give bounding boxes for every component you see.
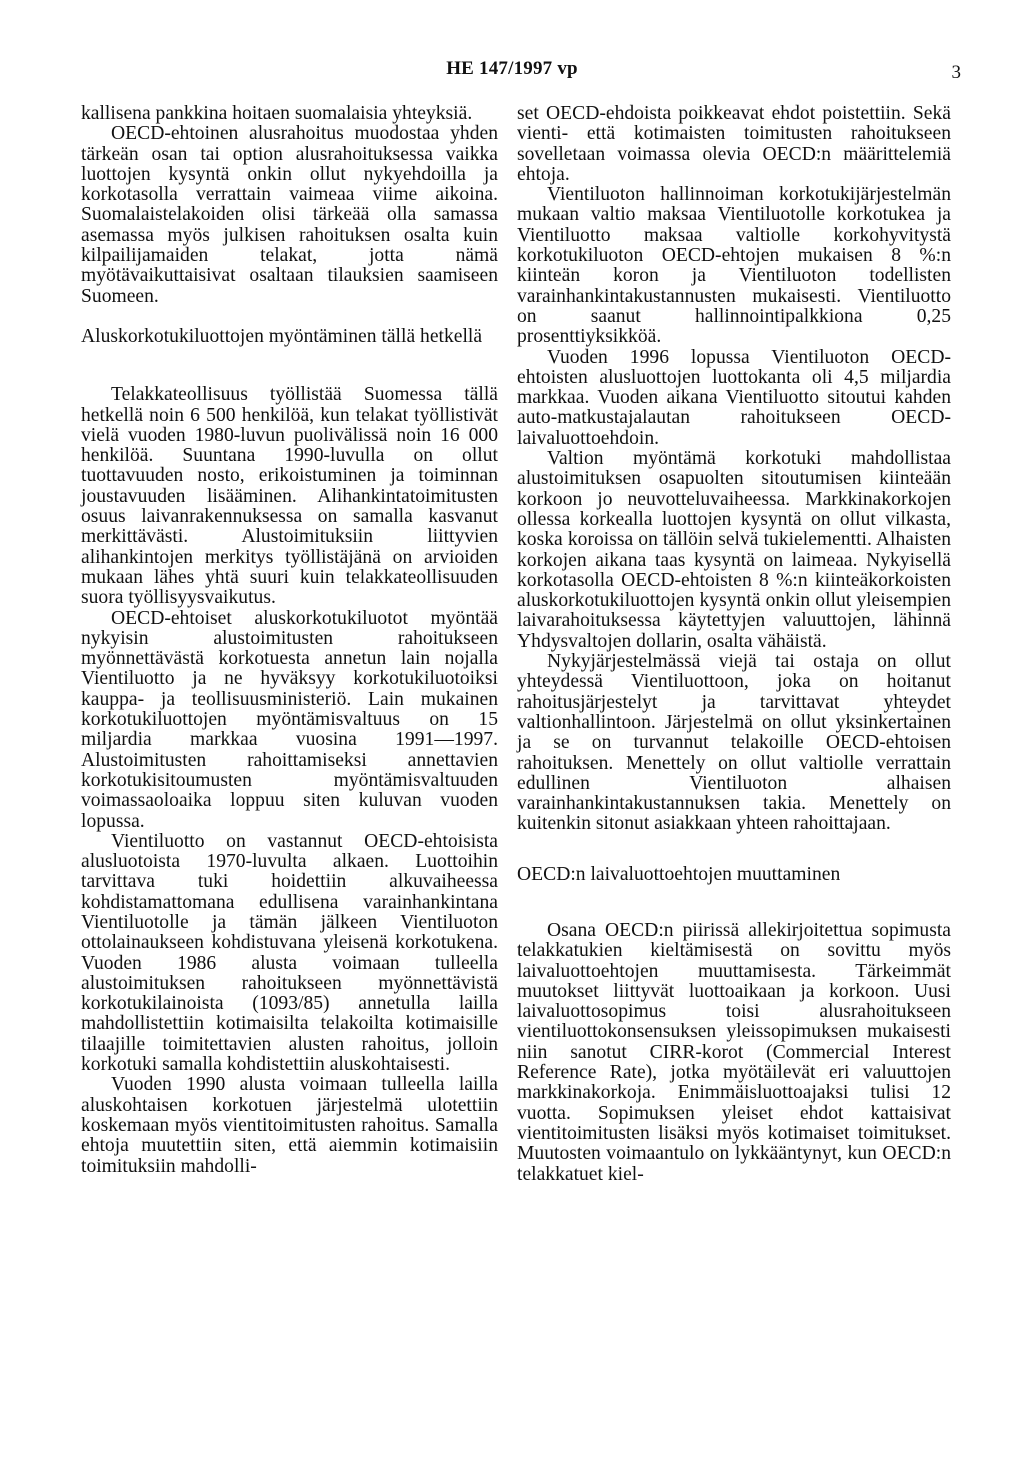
paragraph: Vuoden 1990 alusta voimaan tulleella lailla aluskohtaisen korkotuen järjestelmä ulotettiin koskemaan myös vientitoimitusten rahoitus. Samalla ehtoja muutettiin siten, että aiemmin kotimaisiin toimituksiin mahdolli- bbox=[81, 1074, 498, 1177]
paragraph: set OECD-ehdoista poikkeavat ehdot poistettiin. Sekä vienti- että kotimaisten toimitusten rahoitukseen sovelletaan voimassa olevia OECD:n määrittelemiä ehtoja. bbox=[517, 103, 951, 185]
page-header bbox=[0, 58, 1024, 88]
page-number: 3 bbox=[951, 62, 961, 83]
section-heading: OECD:n laivaluottoehtojen muuttaminen bbox=[517, 863, 841, 885]
paragraph: Vientiluotto on vastannut OECD-ehtoisista alusluotoista 1970-luvulta alkaen. Luottoihin tarvittava tuki hoidettiin alkuvaiheessa kohdistamattomana edullisena varainhankintana Vientiluotolle ja tämän jälkeen Vientiluoton ottolainaukseen kohdistuvana yleisenä korkotukena. Vuoden 1986 alusta voimaan tulleella alustoimituksen rahoitukseen myönnettävistä korkotukilainoista (1093/85) annetulla lailla mahdollistettiin kotimaisilta telakoilta kotimaisille tilaajille toimitettavien alusten rahoitus, jolloin korkotuki samalla kohdistettiin aluskohtaisesti. bbox=[81, 830, 498, 1076]
paragraph: OECD-ehtoinen alusrahoitus muodostaa yhden tärkeän osan tai option alusrahoituksessa vaikka luottojen kysyntä onkin ollut nykyehdoilla ja korkotasolla verrattain vaimeaa viime aikoina. Suomalaistelakoiden olisi tärkeää olla samassa asemassa myös julkisen rahoituksen osalta kuin kilpailijamaiden telakat, jotta nämä myötävaikuttaisivat osaltaan tilauksien saamiseen Suomeen. bbox=[81, 123, 498, 307]
left-column bbox=[81, 104, 498, 1177]
paragraph: Vuoden 1996 lopussa Vientiluoton OECD-ehtoisten alusluottojen luottokanta oli 4,5 miljardia markkaa. Vuoden aikana Vientiluotto sitoutui kahden auto-matkustajalautan rahoitukseen OECD-laivaluottoehdoin. bbox=[517, 346, 951, 449]
section-heading: Aluskorkotukiluottojen myöntäminen tällä hetkellä bbox=[81, 325, 483, 347]
paragraph: Osana OECD:n piirissä allekirjoitettua sopimusta telakkatukien kieltämisestä on sovittu myös laivaluottoehtojen muuttamisesta. Tärkeimmät muutokset liittyvät luottoaikaan ja korkoon. Uusi laivaluottosopimus toisi alusrahoitukseen vientiluottokonsensuksen yleissopimuksen mukaisesti niin sanotut CIRR-korot (Commercial Interest Reference Rate), jotka myötäilevät eri valuuttojen markkinakorkoja. Enimmäisluottoajaksi tulisi 12 vuotta. Sopimuksen yleiset ehdot kattaisivat vientitoimitusten lisäksi myös kotimaiset toimitukset. Muutosten voimaantulo on lykkääntynyt, kun OECD:n telakkatuet kiel- bbox=[517, 919, 951, 1185]
paragraph: OECD-ehtoiset aluskorkotukiluotot myöntää nykyisin alustoimitusten rahoitukseen myönnettävästä korkotuesta annetun lain nojalla Vientiluotto ja ne hyväksyy korkotukiluotoiksi kauppa- ja teollisuusministeriö. Lain mukainen korkotukiluottojen myöntämisvaltuus on 15 miljardia markkaa vuosina 1991—1997. Alustoimitusten rahoittamiseksi annettavien korkotukisitoumusten myöntämisvaltuuden voimassaoloaika loppuu siten kuluvan vuoden lopussa. bbox=[81, 607, 498, 832]
document-title: HE 147/1997 vp bbox=[446, 58, 578, 79]
paragraph: kallisena pankkina hoitaen suomalaisia yhteyksiä. bbox=[81, 103, 473, 124]
paragraph: Valtion myöntämä korkotuki mahdollistaa alustoimituksen osapuolten sitoutumisen kiinteään korkoon jo neuvotteluvaiheessa. Markkinakorkojen ollessa korkealla luottojen kysyntä on ollut vilkasta, koska koroissa on tällöin selvä tukielementti. Alhaisten korkojen aikana taas kysyntä on laimeaa. Nykyisellä korkotasolla OECD-ehtoisten 8 %:n kiinteäkorkoisten aluskorkotukiluottojen kysyntä onkin ollut yleisempien laivarahoituksessa käytettyjen valuuttojen, lähinnä Yhdysvaltojen dollarin, osalta vähäistä. bbox=[517, 448, 951, 652]
paragraph: Nykyjärjestelmässä viejä tai ostaja on ollut yhteydessä Vientiluottoon, joka on hoitanut rahoitusjärjestelyt ja tarvittavat yhteydet valtionhallintoon. Järjestelmä on ollut yksinkertainen ja se on turvannut telakoille OECD-ehtoisen rahoituksen. Menettely on ollut valtiolle verrattain edullinen Vientiluoton alhaisen varainhankintakustannuksen takia. Menettely on kuitenkin sitonut asiakkaan yhteen rahoittajaan. bbox=[517, 651, 951, 835]
paragraph: Vientiluoton hallinnoiman korkotukijärjestelmän mukaan valtio maksaa Vientiluotolle korkotukea ja Vientiluotto maksaa valtiolle korkohyvitystä korkotukiluoton OECD-ehtojen mukaisen 8 %:n kiinteän koron ja Vientiluoton todellisten varainhankintakustannusten mukaisesti. Vientiluotto on saanut hallinnointipalkkiona 0,25 prosenttiyksikköä. bbox=[517, 184, 951, 348]
paragraph: Telakkateollisuus työllistää Suomessa tällä hetkellä noin 6 500 henkilöä, kun telakat työllistivät vielä vuoden 1980-luvun puolivälissä noin 16 000 henkilöä. Suuntana 1990-luvulla on ollut tuottavuuden nosto, erikoistuminen ja toiminnan joustavuuden lisääminen. Alihankintatoimitusten osuus laivanrakennuksessa on samalla kasvanut merkittävästi. Alustoimituksiin liittyvien alihankintojen merkitys työllistäjänä on arvioiden mukaan lähes yhtä suuri kuin telakkateollisuuden suora työllisyysvaikutus. bbox=[81, 384, 498, 609]
right-column bbox=[517, 104, 951, 1185]
